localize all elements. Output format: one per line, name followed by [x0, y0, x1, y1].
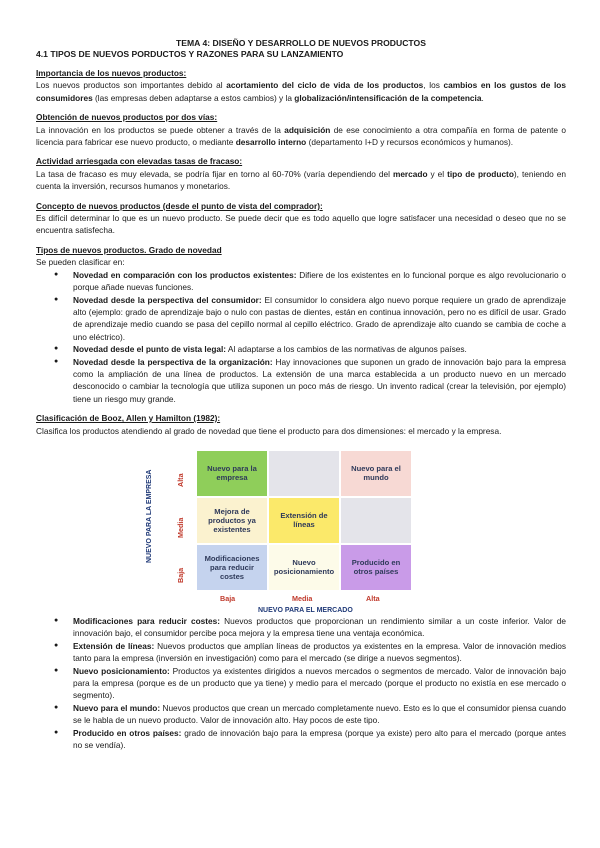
y-level-media: Media	[176, 517, 185, 538]
paragraph-concepto: Es difícil determinar lo que es un nuevo producto. Se puede decir que es todo aquello que logre satisfacer una necesidad o deseo que no se encuentra satisfecha.	[36, 213, 566, 236]
matrix-cell: Modificaciones para reducir costes	[196, 544, 268, 591]
document-page	[36, 38, 566, 751]
matrix-grid	[196, 450, 412, 591]
x-axis-label: NUEVO PARA EL MERCADO	[258, 606, 353, 614]
heading-importancia: Importancia de los nuevos productos:	[36, 68, 187, 78]
paragraph-actividad: La tasa de fracaso es muy elevada, se podría fijar en torno al 60-70% (varía dependiendo del mercado y el tipo de producto), teniendo en cuenta la inversión, recursos humanos y monetarios.	[36, 168, 566, 192]
heading-clasificacion: Clasificación de Booz, Allen y Hamilton (1982):	[36, 413, 221, 424]
matrix-cell: Nuevo para el mundo	[340, 450, 412, 497]
x-level-media: Media	[292, 593, 313, 603]
y-level-baja: Baja	[176, 567, 185, 583]
list-item: ● Nuevo posicionamiento: Productos ya existentes dirigidos a nuevos mercados o segmentos de mercado. Valor de innovación bajo para la empresa (porque es de un producto que ya tiene) y medio para el mercado (porque el producto no existía en ese mercado o segmento).	[73, 665, 566, 702]
x-level-baja: Baja	[220, 593, 236, 603]
matrix-cell: Nuevo para la empresa	[196, 450, 268, 497]
heading-actividad: Actividad arriesgada con elevadas tasas de fracaso:	[36, 156, 243, 167]
heading-concepto: Concepto de nuevos productos (desde el punto de vista del comprador):	[36, 200, 323, 211]
paragraph-tipos-intro: Se pueden clasificar en:	[36, 257, 125, 268]
novelty-matrix-diagram	[36, 443, 566, 615]
list-item: ● Novedad desde la perspectiva de la organización: Hay innovaciones que suponen un grado de innovación bajo para la empresa como la ampliación de una línea de productos. La extensión de una marca establecida a un producto nuevo en un mercado desconocido o cambiar la tecnología que utiliza suponen un poco más de riesgo. Un invento radical (crear la televisión, por ejemplo) tiene un riesgo muy grande.	[73, 356, 566, 406]
matrix-cell: Producido en otros países	[340, 544, 412, 591]
list-item: ● Modificaciones para reducir costes: Nuevos productos que proporcionan un rendimiento similar a un coste inferior. Valor de innovación bajo, el consumidor percibe poca mejora y la empresa tiene una ventaja económica.	[73, 615, 566, 640]
heading-tipos: Tipos de nuevos productos. Grado de novedad	[36, 244, 222, 255]
heading-obtencion: Obtención de nuevos productos por dos vías:	[36, 112, 218, 123]
paragraph-importancia: Los nuevos productos son importantes debido al acortamiento del ciclo de vida de los productos, los cambios en los gustos de los consumidores (las empresas deben adaptarse a estos cambios) y la globalización/intensificación de la competencia.	[36, 80, 566, 103]
paragraph-obtencion: La innovación en los productos se puede obtener a través de la adquisición de ese conocimiento a otra compañía en forma de patente o licencia para fabricar ese nuevo producto, o mediante desarrollo interno (departamento I+D y recursos económicos y humanos).	[36, 124, 566, 148]
matrix-cell: Nuevo posicionamiento	[268, 544, 340, 591]
x-level-alta: Alta	[366, 593, 380, 603]
list-item: ● Extensión de líneas: Nuevos productos que amplían líneas de productos ya existentes en la empresa. Valor de innovación medios tanto para la empresa (inversión en investigación) como para el mercado (se dirige a nuevos segmentos).	[73, 640, 566, 665]
matrix-cell: Extensión de líneas	[268, 497, 340, 544]
list-tipos	[36, 269, 566, 405]
list-item: ● Novedad desde la perspectiva del consumidor: El consumidor lo considera algo nuevo porque requiere un grado de aprendizaje alto (ejemplo: grado de aprendizaje bajo o nulo con pastas de dientes, están en continua innovación, pero no es difícil de usar. Grado de aprendizaje medio cuando se pasa del cepillo normal al cepillo eléctrico. Grado de aprendizaje alto cuando se cambia de coche a uno eléctrico).	[73, 294, 566, 344]
list-item: ● Nuevo para el mundo: Nuevos productos que crean un mercado completamente nuevo. Esto es lo que el consumidor piensa cuando se le habla de un nuevo producto. Valor de innovación alto. Hay pocos de este tipo.	[73, 702, 566, 727]
list-definitions	[36, 615, 566, 751]
y-level-alta: Alta	[176, 473, 185, 487]
list-item: ● Producido en otros países: grado de innovación bajo para la empresa (porque ya existe) pero alto para el mercado (porque antes no se vendía).	[73, 727, 566, 752]
y-axis-label: NUEVO PARA LA EMPRESA	[146, 469, 153, 563]
matrix-cell	[340, 497, 412, 544]
list-item: ● Novedad desde el punto de vista legal: Al adaptarse a los cambios de las normativas de algunos países.	[73, 343, 566, 355]
paragraph-clasificacion: Clasifica los productos atendiendo al grado de novedad que tiene el producto para dos dimensiones: el mercado y la empresa.	[36, 425, 502, 436]
matrix-cell: Mejora de productos ya existentes	[196, 497, 268, 544]
document-title: TEMA 4: DISEÑO Y DESARROLLO DE NUEVOS PRODUCTOS	[176, 38, 426, 48]
list-item: ● Novedad en comparación con los productos existentes: Difiere de los existentes en lo funcional porque es algo revolucionario o porque añade nuevas funciones.	[73, 269, 566, 294]
matrix-cell	[268, 450, 340, 497]
section-subtitle: 4.1 TIPOS DE NUEVOS PORDUCTOS Y RAZONES PARA SU LANZAMIENTO	[36, 49, 344, 59]
